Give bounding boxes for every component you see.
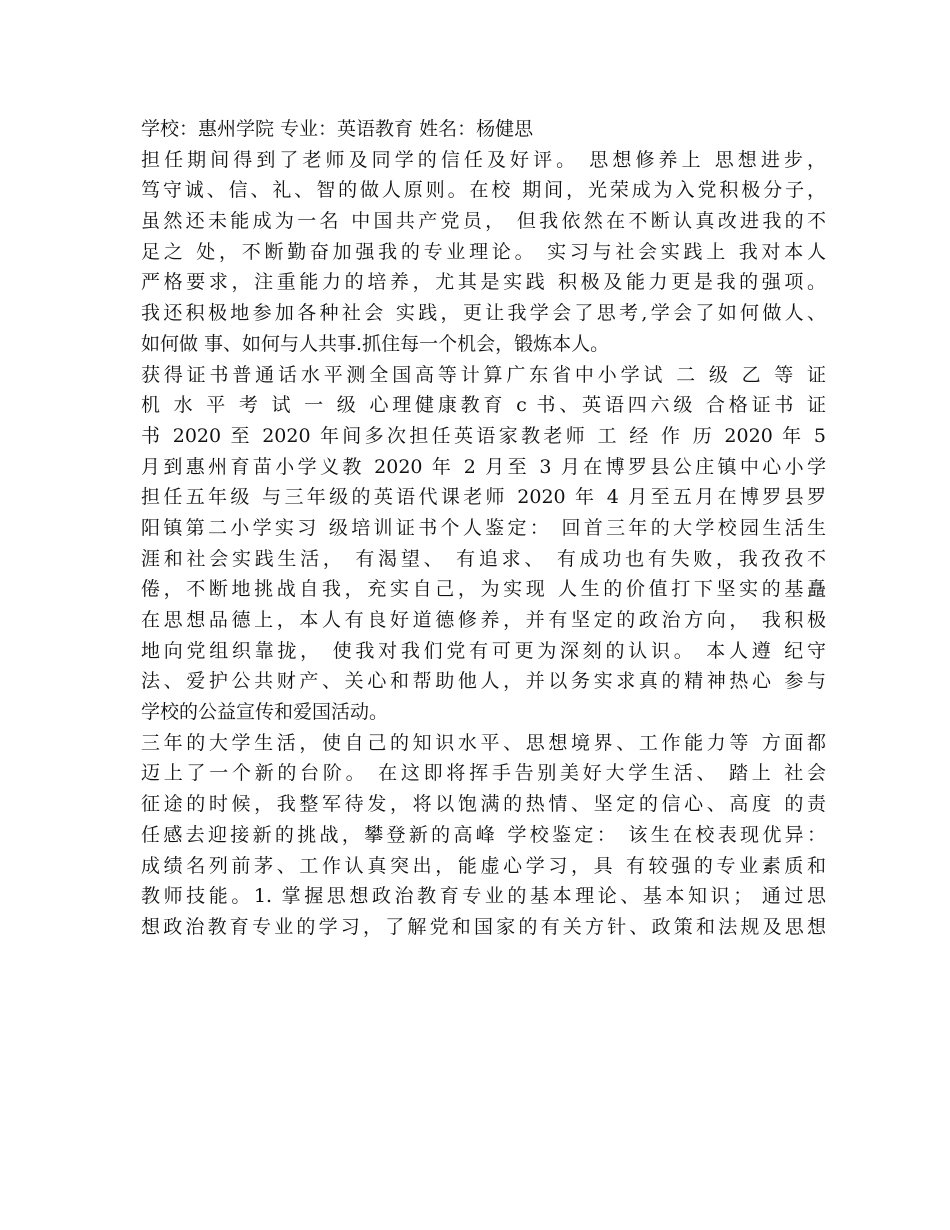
text-line: 征途的时候，我整军待发，将以饱满的热情、坚定的信心、高度 的责 xyxy=(141,793,826,816)
text-line: 如何做 事、如何与人共事.抓住每一个机会，锻炼本人。 xyxy=(141,332,610,355)
text-line: 阳镇第二小学实习 级培训证书个人鉴定： 回首三年的大学校园生活生 xyxy=(141,516,826,539)
text-line: 成绩名列前茅、工作认真突出，能虚心学习，具 有较强的专业素质和 xyxy=(141,854,826,877)
text-line: 担任期间得到了老师及同学的信任及好评。 思想修养上 思想进步， xyxy=(141,148,826,171)
text-line: 笃守诚、信、礼、智的做人原则。在校 期间，光荣成为入党积极分子， xyxy=(141,179,826,202)
text-line: 虽然还未能成为一名 中国共产党员， 但我依然在不断认真改进我的不 xyxy=(141,210,826,233)
text-line: 月到惠州育苗小学义教 2020 年 2 月至 3 月在博罗县公庄镇中心小学 xyxy=(141,455,826,478)
text-line: 法、爱护公共财产、关心和帮助他人，并以务实求真的精神热心 参与 xyxy=(141,670,826,693)
text-line: 在思想品德上，本人有良好道德修养，并有坚定的政治方向， 我积极 xyxy=(141,609,826,631)
text-line: 地向党组织靠拢， 使我对我们党有可更为深刻的认识。 本人遵 纪守 xyxy=(141,639,826,662)
header-line: 学校：惠州学院 专业：英语教育 姓名：杨健思 xyxy=(141,118,534,140)
text-line: 涯和社会实践生活， 有渴望、 有追求、 有成功也有失败，我孜孜不 xyxy=(141,547,826,570)
text-line: 三年的大学生活，使自己的知识水平、思想境界、工作能力等 方面都 xyxy=(141,731,826,754)
document-body xyxy=(141,114,826,943)
text-line: 严格要求，注重能力的培养，尤其是实践 积极及能力更是我的强项。 xyxy=(141,271,826,294)
text-line: 学校的公益宣传和爱国活动。 xyxy=(141,701,389,724)
text-line: 教师技能。1. 掌握思想政治教育专业的基本理论、基本知识； 通过思 xyxy=(141,885,826,908)
text-line: 机 水 平 考 试 一 级 心理健康教育 c 书、英语四六级 合格证书 证 xyxy=(141,394,826,417)
text-line: 倦，不断地挑战自我，充实自己，为实现 人生的价值打下坚实的基矗 xyxy=(141,578,826,601)
text-line: 想政治教育专业的学习，了解党和国家的有关方针、政策和法规及思想 xyxy=(141,915,826,938)
text-line: 获得证书普通话水平测全国高等计算广东省中小学试 二 级 乙 等 证 xyxy=(141,363,826,386)
text-line: 足之 处，不断勤奋加强我的专业理论。 实习与社会实践上 我对本人 xyxy=(141,240,826,263)
text-line: 书 2020 至 2020 年间多次担任英语家教老师 工 经 作 历 2020 年 5 xyxy=(141,424,826,447)
text-line: 迈上了一个新的台阶。 在这即将挥手告别美好大学生活、 踏上 社会 xyxy=(141,762,826,785)
text-line: 我还积极地参加各种社会 实践，更让我学会了思考,学会了如何做人、 xyxy=(141,302,826,325)
text-line: 任感去迎接新的挑战，攀登新的高峰 学校鉴定： 该生在校表现优异： xyxy=(141,823,826,846)
text-line: 担任五年级 与三年级的英语代课老师 2020 年 4 月至五月在博罗县罗 xyxy=(141,486,826,509)
